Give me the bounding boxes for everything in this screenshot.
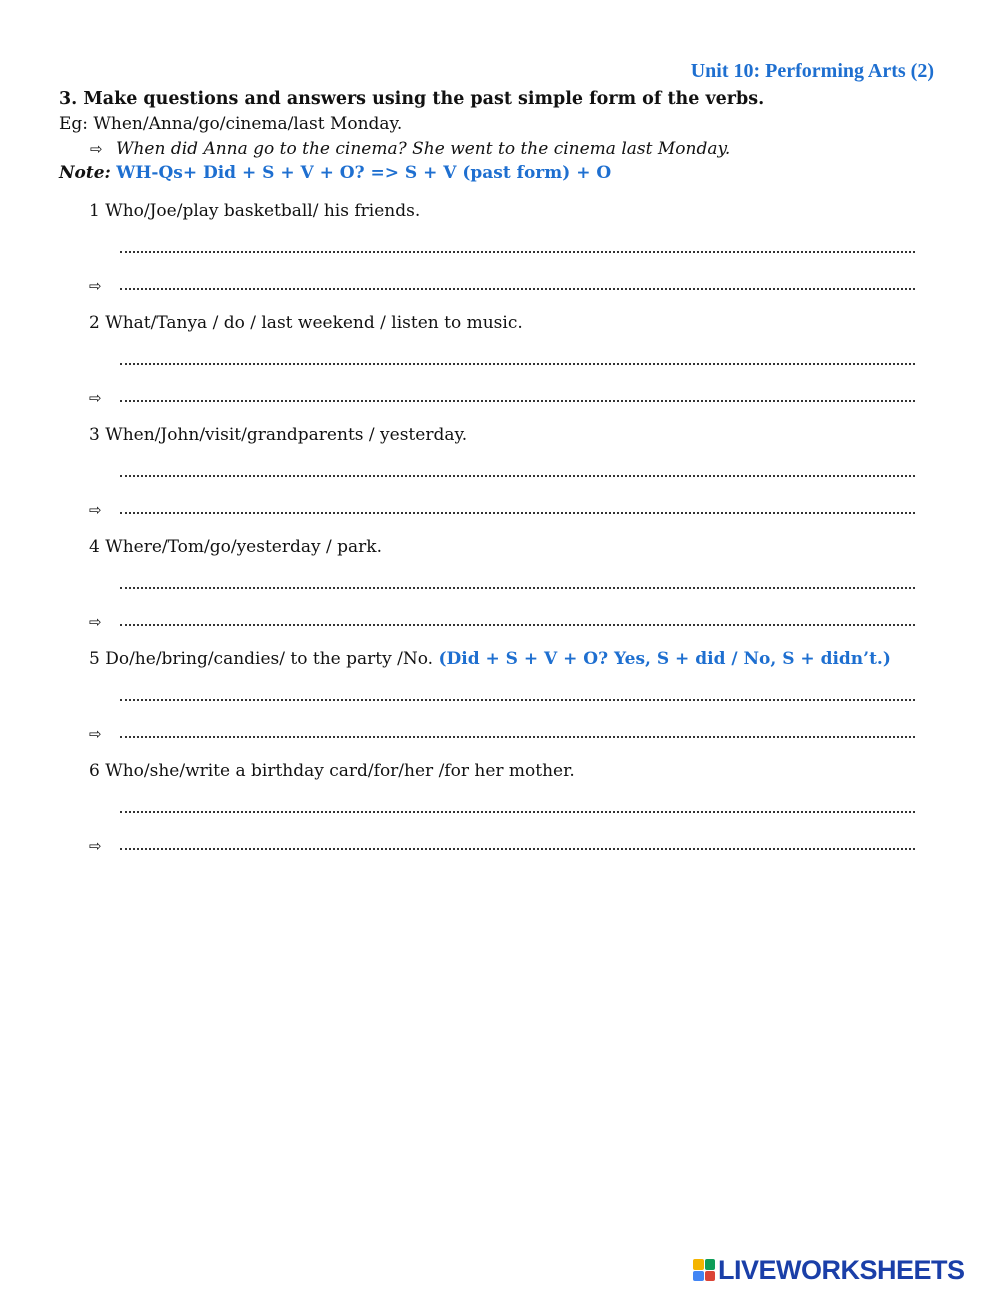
question-text: 2 What/Tanya / do / last weekend / listen to music. [89, 313, 523, 333]
answer-field[interactable] [120, 400, 915, 402]
note-label: Note: [59, 163, 111, 183]
question-text: 5 Do/he/bring/candies/ to the party /No. [89, 649, 434, 669]
grammar-note [59, 162, 611, 184]
example-answer-line [90, 138, 730, 160]
answer-field[interactable] [120, 512, 915, 514]
logo-mark-square [693, 1259, 704, 1270]
question-prompt [89, 760, 575, 782]
question-answer-field[interactable] [120, 251, 915, 253]
note-formula: WH-Qs+ Did + S + V + O? => S + V (past form) + O [116, 163, 612, 183]
question-text: 3 When/John/visit/grandparents / yesterday. [89, 425, 468, 445]
liveworksheets-logo[interactable] [693, 1256, 965, 1284]
answer-field[interactable] [120, 288, 915, 290]
answer-field[interactable] [120, 848, 915, 850]
example-prompt: Eg: When/Anna/go/cinema/last Monday. [59, 114, 403, 134]
logo-mark-icon [693, 1259, 715, 1281]
example-answer: When did Anna go to the cinema? She went to the cinema last Monday. [116, 139, 731, 159]
arrow-right-icon: ⇨ [90, 140, 103, 158]
arrow-right-icon: ⇨ [89, 277, 102, 295]
question-prompt [89, 200, 420, 222]
logo-mark-square [705, 1259, 716, 1270]
question-hint: (Did + S + V + O? Yes, S + did / No, S + didn’t.) [438, 649, 891, 669]
question-prompt [89, 648, 891, 670]
question-answer-field[interactable] [120, 475, 915, 477]
logo-mark-square [693, 1271, 704, 1282]
question-prompt [89, 536, 382, 558]
question-prompt [89, 312, 523, 334]
question-text: 6 Who/she/write a birthday card/for/her /for her mother. [89, 761, 575, 781]
exercise-heading: 3. Make questions and answers using the past simple form of the verbs. [59, 89, 765, 109]
arrow-right-icon: ⇨ [89, 725, 102, 743]
logo-text: LIVEWORKSHEETS [718, 1254, 965, 1285]
question-text: 4 Where/Tom/go/yesterday / park. [89, 537, 382, 557]
question-text: 1 Who/Joe/play basketball/ his friends. [89, 201, 421, 221]
arrow-right-icon: ⇨ [89, 501, 102, 519]
unit-title: Unit 10: Performing Arts (2) [690, 60, 934, 82]
answer-field[interactable] [120, 624, 915, 626]
question-answer-field[interactable] [120, 363, 915, 365]
question-answer-field[interactable] [120, 811, 915, 813]
arrow-right-icon: ⇨ [89, 613, 102, 631]
question-answer-field[interactable] [120, 699, 915, 701]
question-answer-field[interactable] [120, 587, 915, 589]
answer-field[interactable] [120, 736, 915, 738]
logo-mark-square [705, 1271, 716, 1282]
arrow-right-icon: ⇨ [89, 389, 102, 407]
question-prompt [89, 424, 467, 446]
arrow-right-icon: ⇨ [89, 837, 102, 855]
